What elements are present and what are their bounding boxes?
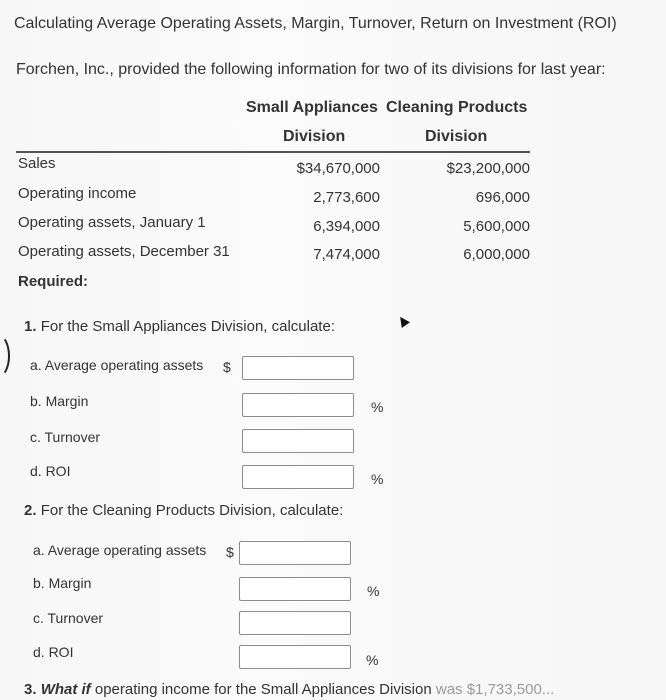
row-small-value: $34,670,000 bbox=[296, 160, 380, 177]
q1-heading: 1. For the Small Appliances Division, calculate: bbox=[24, 318, 335, 335]
q2-d-input[interactable] bbox=[239, 645, 351, 669]
q1-a-dollar: $ bbox=[223, 359, 231, 375]
row-cleaning-value: 6,000,000 bbox=[463, 246, 530, 263]
q2-b-input[interactable] bbox=[239, 577, 351, 601]
q1-d-percent: % bbox=[371, 471, 384, 487]
q3-heading: 3. What if operating income for the Small Appliances Division was $1,733,500... bbox=[24, 681, 555, 698]
row-label: Operating assets, January 1 bbox=[18, 214, 206, 231]
q2-b-label: b. Margin bbox=[33, 575, 92, 591]
q1-a-input[interactable] bbox=[242, 356, 354, 380]
q1-a-label: a. Average operating assets bbox=[30, 357, 204, 373]
q1-b-input[interactable] bbox=[242, 393, 354, 417]
q1-b-percent: % bbox=[371, 399, 384, 415]
col-cleaning-header-line1: Cleaning Products bbox=[386, 99, 528, 116]
row-label: Sales bbox=[18, 155, 56, 172]
bracket-marker bbox=[0, 334, 10, 378]
page-title: Calculating Average Operating Assets, Margin, Turnover, Return on Investment (ROI) bbox=[14, 15, 617, 32]
q2-a-input[interactable] bbox=[239, 541, 351, 565]
row-small-value: 2,773,600 bbox=[313, 189, 380, 206]
row-label: Operating assets, December 31 bbox=[18, 243, 230, 260]
row-cleaning-value: $23,200,000 bbox=[446, 160, 530, 177]
row-small-value: 6,394,000 bbox=[313, 218, 380, 235]
table-header-rule bbox=[16, 151, 530, 153]
col-small-header-line1: Small Appliances bbox=[246, 99, 378, 116]
q1-b-label: b. Margin bbox=[30, 393, 89, 409]
row-cleaning-value: 696,000 bbox=[475, 189, 530, 206]
q2-c-input[interactable] bbox=[239, 611, 351, 635]
q2-b-percent: % bbox=[367, 583, 380, 599]
required-heading: Required: bbox=[18, 273, 89, 290]
q1-c-input[interactable] bbox=[242, 429, 354, 453]
row-label: Operating income bbox=[18, 185, 137, 202]
q2-a-label: a. Average operating assets bbox=[33, 542, 207, 558]
q1-d-label: d. ROI bbox=[30, 463, 71, 479]
q2-d-percent: % bbox=[366, 652, 379, 668]
intro-text: Forchen, Inc., provided the following information for two of its divisions for last year: bbox=[16, 61, 606, 78]
mouse-cursor-icon bbox=[396, 314, 410, 328]
q2-d-label: d. ROI bbox=[33, 644, 74, 660]
q2-heading: 2. For the Cleaning Products Division, calculate: bbox=[24, 502, 344, 519]
row-cleaning-value: 5,600,000 bbox=[463, 218, 530, 235]
col-small-header-line2: Division bbox=[283, 128, 346, 145]
q1-c-label: c. Turnover bbox=[30, 429, 101, 445]
col-cleaning-header-line2: Division bbox=[425, 128, 488, 145]
q2-a-dollar: $ bbox=[226, 544, 234, 560]
row-small-value: 7,474,000 bbox=[313, 246, 380, 263]
q2-c-label: c. Turnover bbox=[33, 610, 104, 626]
q1-d-input[interactable] bbox=[242, 465, 354, 489]
